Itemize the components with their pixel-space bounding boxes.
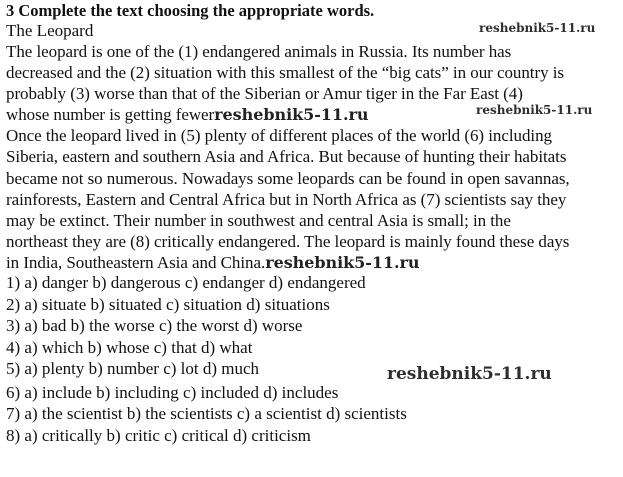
passage: [6, 41, 618, 273]
passage-line: decreased and the (2) situation with this smallest of the “big cats” in our country is: [6, 63, 564, 83]
exercise-heading: 3 Complete the text choosing the appropriate words.: [6, 1, 375, 20]
passage-line-text: in India, Southeastern Asia and China.: [6, 252, 266, 272]
option-line: 8) a) critically b) critic c) critical d) criticism: [6, 425, 311, 445]
option-line: 2) a) situate b) situated c) situation d) situations: [6, 294, 330, 314]
option-line: 7) a) the scientist b) the scientists c) a scientist d) scientists: [6, 404, 407, 423]
option-line: 5) a) plenty b) number c) lot d) much: [6, 359, 260, 378]
text-title: The Leopard: [6, 21, 94, 40]
option-line: 3) a) bad b) the worse c) the worst d) worse: [6, 316, 303, 335]
watermark-mid-right: reshebnik5-11.ru: [476, 103, 593, 117]
watermark-inline: reshebnik5-11.ru: [265, 252, 420, 272]
option-line: 6) a) include b) including c) included d) includes: [6, 382, 339, 402]
passage-line-with-watermark: [6, 252, 618, 273]
option-line: 1) a) danger b) dangerous c) endanger d) endangered: [6, 273, 366, 292]
passage-line: The leopard is one of the (1) endangered animals in Russia. Its number has: [6, 42, 512, 61]
option-line: 4) a) which b) whose c) that d) what: [6, 337, 253, 357]
answer-options: [6, 272, 618, 446]
watermark-inline: reshebnik5-11.ru: [214, 105, 369, 125]
passage-line-text: whose number is getting fewer: [6, 105, 215, 125]
passage-line: Siberia, eastern and southern Asia and Africa. But because of hunting their habitats: [6, 147, 567, 167]
passage-line: rainforests, Eastern and Central Africa but in North Africa as (7) scientists say they: [6, 189, 567, 209]
passage-line: northeast they are (8) critically endangered. The leopard is mainly found these days: [6, 231, 570, 251]
passage-line: became not so numerous. Nowadays some leopards can be found in open savannas,: [6, 168, 570, 188]
passage-line: may be extinct. Their number in southwest and central Asia is small; in the: [6, 210, 511, 230]
watermark-options: reshebnik5-11.ru: [387, 364, 552, 384]
passage-line: probably (3) worse than that of the Siberian or Amur tiger in the Far East (4): [6, 84, 523, 104]
watermark-top-right: reshebnik5-11.ru: [479, 21, 596, 35]
passage-line: Once the leopard lived in (5) plenty of different places of the world (6) including: [6, 126, 552, 146]
exercise-block: [6, 2, 618, 273]
